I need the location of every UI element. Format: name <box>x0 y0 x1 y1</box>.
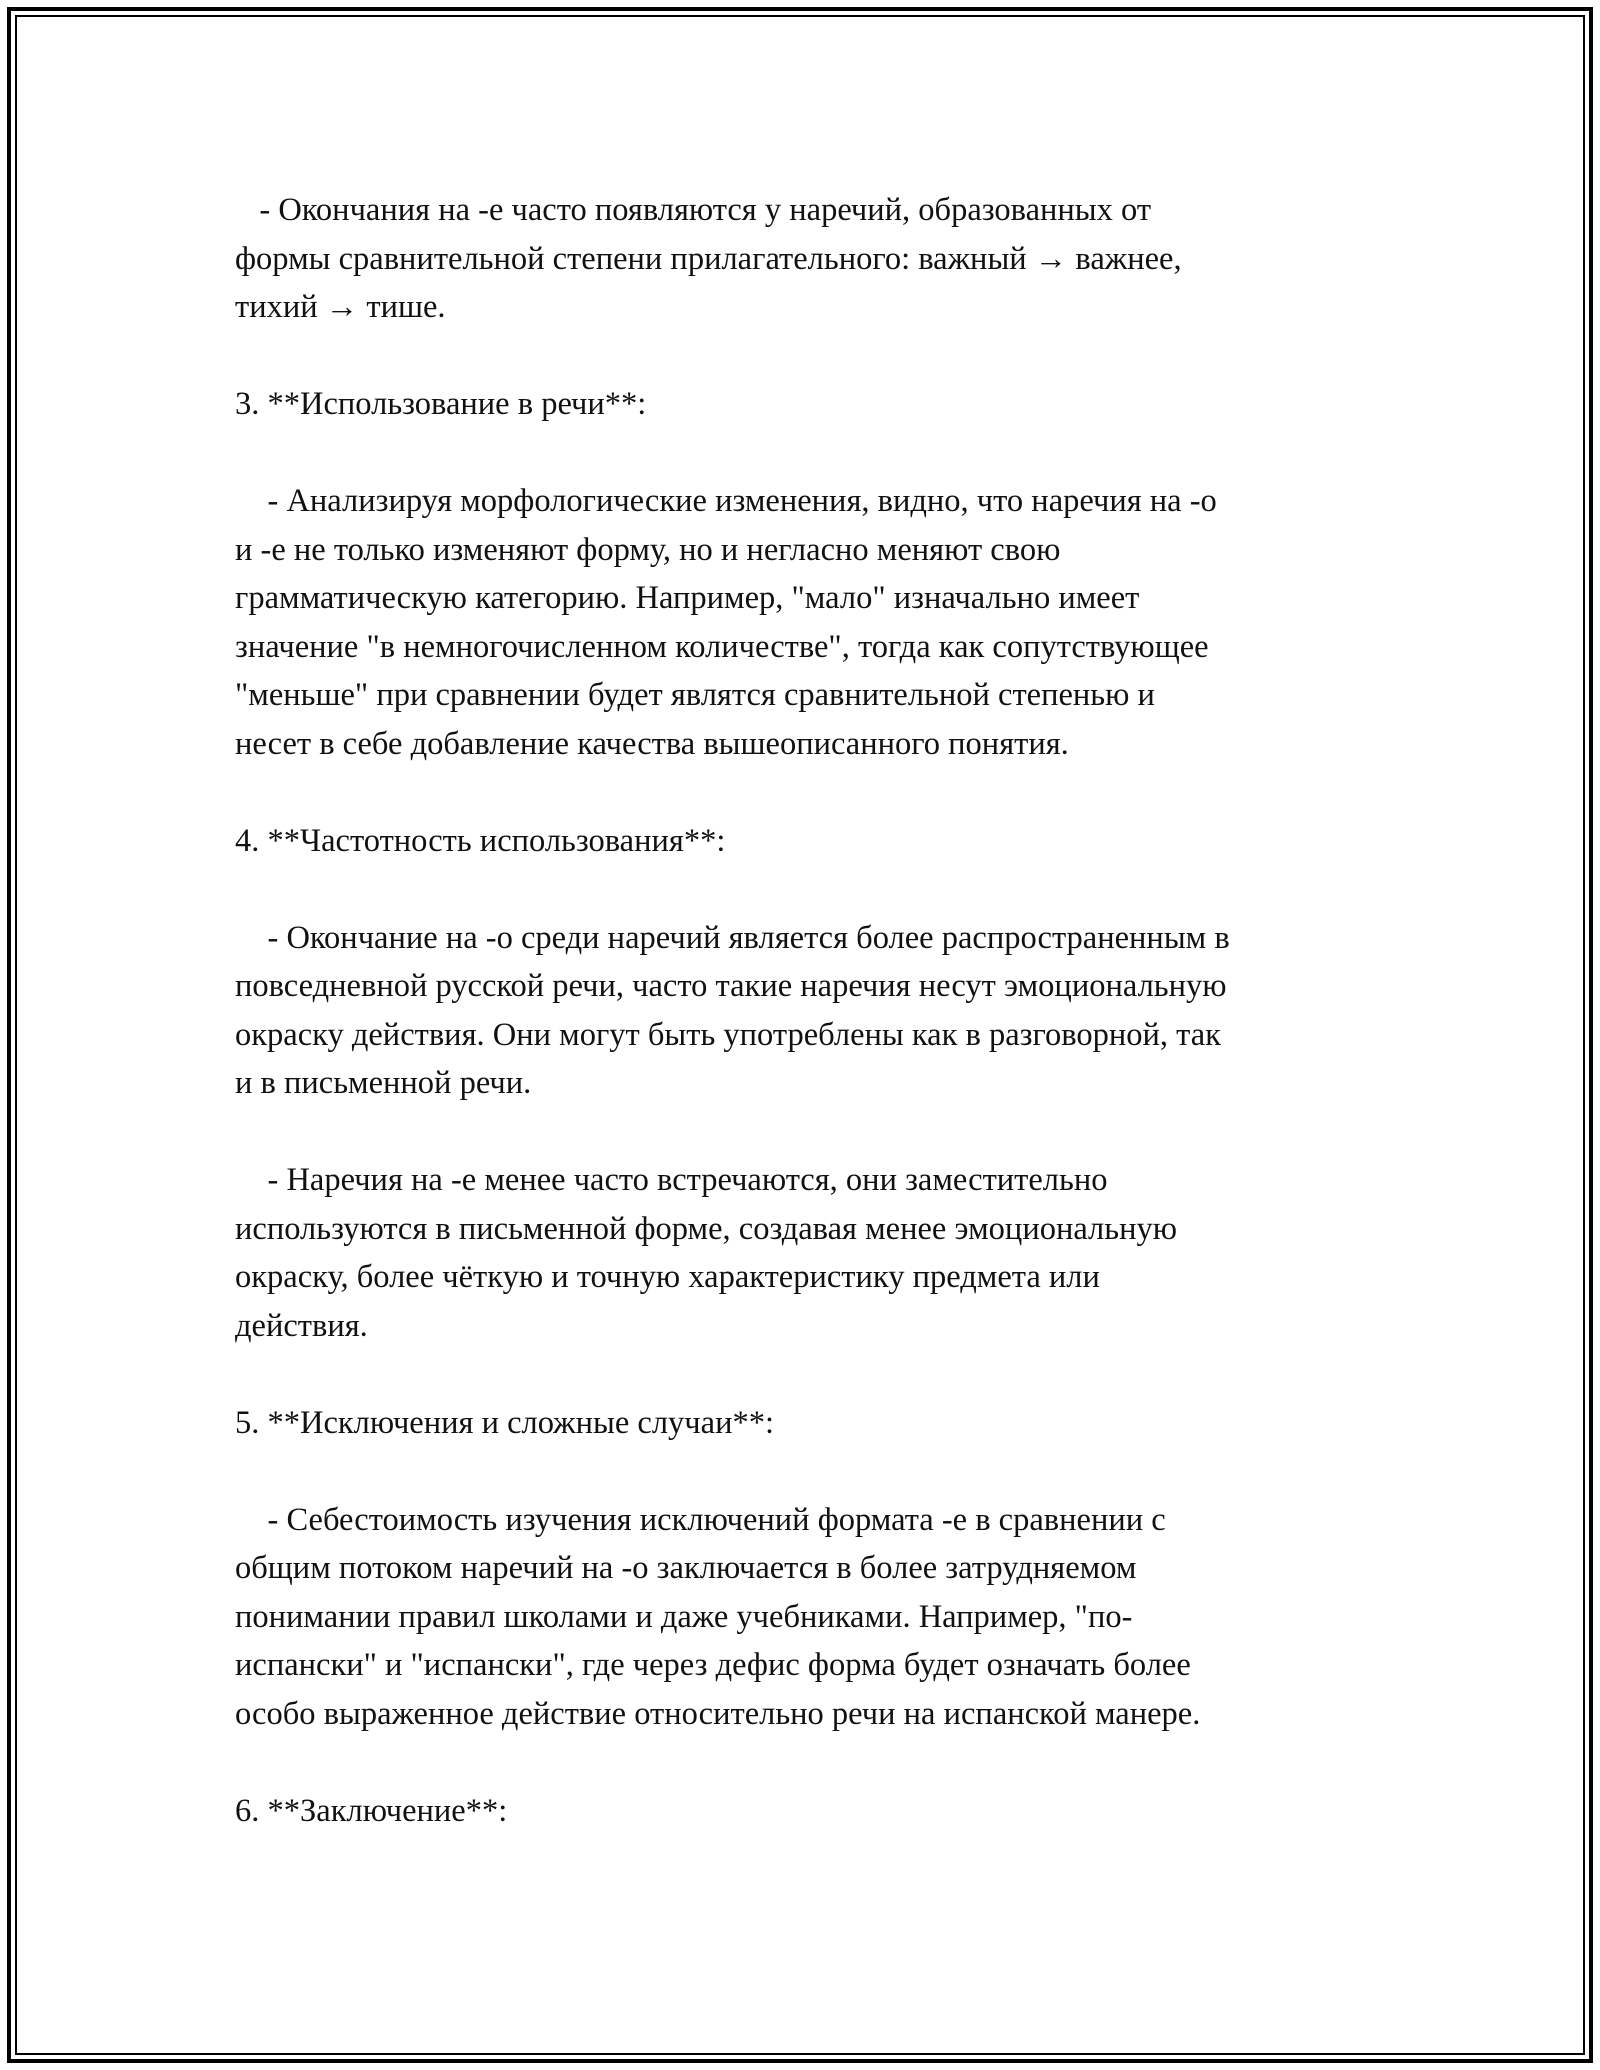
text-line: общим потоком наречий на -о заключается в более затрудняемом <box>235 1550 1137 1586</box>
text-line: - Окончание на -о среди наречий является более распространенным в <box>235 919 1230 956</box>
text-line: 3. **Использование в речи**: <box>235 386 647 422</box>
blank-line <box>235 429 1370 478</box>
text-line: используются в письменной форме, создавая менее эмоциональную <box>235 1210 1178 1247</box>
blank-line <box>235 332 1370 381</box>
text-line: несет в себе добавление качества вышеописанного понятия. <box>235 725 1069 762</box>
text-line: повседневной русской речи, часто такие наречия несут эмоциональную <box>235 968 1227 1004</box>
text-line: "меньше" при сравнении будет являтся сравнительной степенью и <box>235 677 1155 713</box>
blank-line <box>235 1350 1370 1399</box>
text-line: окраску, более чёткую и точную характеристику предмета или <box>235 1259 1100 1295</box>
text-line: особо выраженное действие относительно речи на испанской манере. <box>235 1695 1201 1732</box>
text-line: действия. <box>235 1307 368 1344</box>
blank-line <box>235 768 1370 817</box>
text-line: 6. **Заключение**: <box>235 1792 508 1829</box>
text-line: понимании правил школами и даже учебниками. Например, "по- <box>235 1598 1133 1635</box>
blank-line <box>235 1447 1370 1496</box>
blank-line <box>235 1738 1370 1787</box>
text-line: и -е не только изменяют форму, но и негласно меняют свою <box>235 531 1061 568</box>
text-line: тихий → тише. <box>235 289 446 325</box>
text-line: грамматическую категорию. Например, "мало" изначально имеет <box>235 580 1140 616</box>
text-line: - Окончания на -е часто появляются у наречий, образованных от <box>235 192 1152 228</box>
document-body <box>235 186 1370 1835</box>
text-line: - Анализируя морфологические изменения, видно, что наречия на -о <box>235 483 1217 519</box>
blank-line <box>235 1108 1370 1157</box>
text-line: - Себестоимость изучения исключений формата -е в сравнении с <box>235 1501 1166 1538</box>
text-line: - Наречия на -е менее часто встречаются, они заместительно <box>235 1162 1108 1198</box>
text-line: и в письменной речи. <box>235 1065 532 1101</box>
text-line: испански" и "испански", где через дефис форма будет означать более <box>235 1647 1191 1683</box>
text-line: значение "в немногочисленном количестве", тогда как сопутствующее <box>235 628 1209 665</box>
text-line: формы сравнительной степени прилагательного: важный → важнее, <box>235 240 1182 277</box>
text-line: 4. **Частотность использования**: <box>235 822 726 859</box>
blank-line <box>235 865 1370 914</box>
text-line: окраску действия. Они могут быть употреблены как в разговорной, так <box>235 1016 1221 1053</box>
text-line: 5. **Исключения и сложные случаи**: <box>235 1404 774 1441</box>
